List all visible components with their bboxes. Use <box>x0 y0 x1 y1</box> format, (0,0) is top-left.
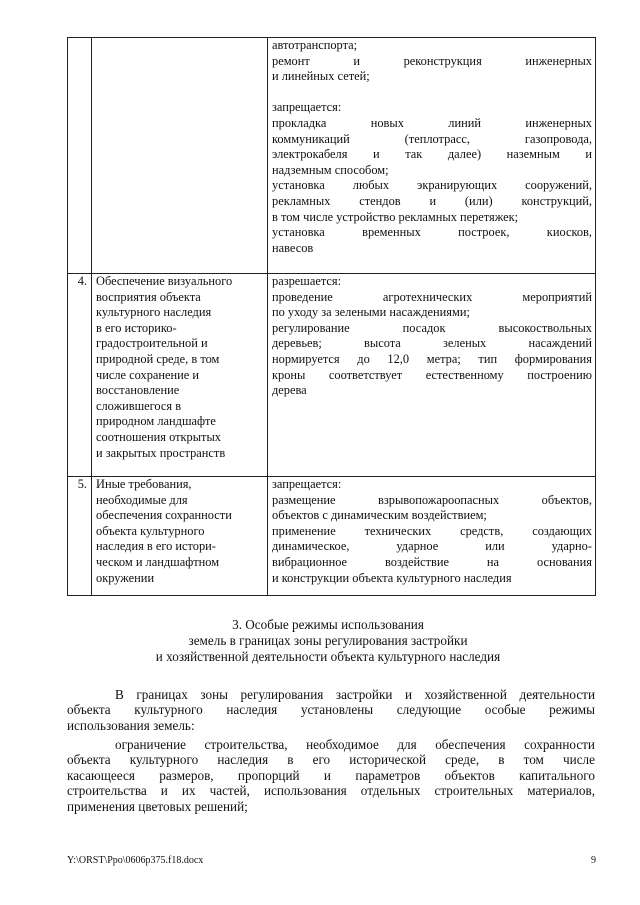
requirement-name-line: природной среде, в том <box>96 351 220 366</box>
requirement-name-line: наследия в его истори- <box>96 539 216 554</box>
cell-text-line: запрещается: <box>272 477 342 491</box>
cell-text-line: электрокабеля и так далее) наземным и <box>272 147 592 162</box>
cell-text-line: коммуникаций (теплотрасс, газопровода, <box>272 131 592 146</box>
cell-text-line: и линейных сетей; <box>272 69 370 84</box>
page-number: 9 <box>591 855 596 866</box>
requirement-name-line: восстановление <box>96 383 180 398</box>
paragraph-list-item <box>67 737 595 814</box>
paragraph-line: использования земель: <box>67 717 195 733</box>
cell-text-line: установка любых экранирующих сооружений, <box>272 178 592 193</box>
cell-text-line: объектов с динамическим воздействием; <box>272 508 487 523</box>
requirement-name-line: восприятия объекта <box>96 289 201 304</box>
row-number-cell: 5. <box>68 477 92 596</box>
requirement-name-line: обеспечения сохранности <box>96 508 232 523</box>
cell-text-line: запрещается: <box>272 100 342 115</box>
regime-text-cell <box>268 38 596 274</box>
row-number-cell: 4. <box>68 274 92 477</box>
cell-text-line: нормируется до 12,0 метра; тип формирования <box>272 351 592 366</box>
cell-text-line: в том числе устройство рекламных перетяжек; <box>272 209 519 224</box>
requirement-name-line: природном ландшафте <box>96 414 216 429</box>
requirement-name-line: сложившегося в <box>96 398 182 413</box>
cell-text-line: динамическое, ударное или ударно- <box>272 539 592 554</box>
table-row <box>68 274 596 477</box>
paragraph-line: строительства и их частей, использования отдельных строительных материалов, <box>67 783 595 799</box>
requirement-name-line: Иные требования, <box>96 477 192 491</box>
requirement-name-cell <box>92 477 268 596</box>
requirement-name-line: числе сохранение и <box>96 367 200 382</box>
cell-text-line: размещение взрывопожароопасных объектов, <box>272 492 592 507</box>
requirement-name-line: соотношения открытых <box>96 429 221 444</box>
paragraph-line: ограничение строительства, необходимое для обеспечения сохранности <box>115 737 595 752</box>
requirement-name-line: и закрытых пространств <box>96 445 226 460</box>
paragraph-line: объекта культурного наследия установлены следующие особые режимы <box>67 702 595 718</box>
requirement-name-line: ческом и ландшафтном <box>96 554 220 569</box>
requirement-name-line: градостроительной и <box>96 336 208 351</box>
paragraph-intro <box>67 687 595 733</box>
table-row <box>68 477 596 596</box>
cell-text-line: дерева <box>272 383 307 398</box>
regime-text-cell <box>268 274 596 477</box>
heading-line: земель в границах зоны регулирования застройки <box>188 633 468 649</box>
requirement-name-line: Обеспечение визуального <box>96 274 233 288</box>
cell-text-line: по уходу за зелеными насаждениями; <box>272 305 470 320</box>
cell-text-line: проведение агротехнических мероприятий <box>272 289 592 304</box>
paragraph-line: В границах зоны регулирования застройки и хозяйственной деятельности <box>115 687 595 702</box>
paragraph-line: объекта культурного наследия в его исторической среде, в том числе <box>67 752 595 768</box>
cell-text-line: навесов <box>272 240 314 255</box>
regulations-table <box>67 37 596 596</box>
cell-text-line: разрешается: <box>272 274 342 288</box>
footer-file-path: Y:\ORST\Ppo\0606p375.f18.docx <box>67 855 204 866</box>
paragraph-line: применения цветовых решений; <box>67 798 248 814</box>
cell-text-line: надземным способом; <box>272 162 389 177</box>
cell-text-line: применение технических средств, создающих <box>272 523 592 538</box>
table-row <box>68 38 596 274</box>
requirement-name-line: в его историко- <box>96 320 177 335</box>
requirement-name-cell <box>92 274 268 477</box>
cell-text-line: ремонт и реконструкция инженерных <box>272 53 592 68</box>
paragraph-line: касающееся размеров, пропорций и параметров объектов капитального <box>67 767 595 783</box>
cell-text-line: установка временных построек, киосков, <box>272 225 592 240</box>
cell-text-line: и конструкции объекта культурного наследия <box>272 570 512 585</box>
requirement-name-cell <box>92 38 268 274</box>
requirement-name-line: окружении <box>96 570 155 585</box>
cell-text-line: автотранспорта; <box>272 38 358 52</box>
cell-text-line: деревьев; высота зеленых насаждений <box>272 336 592 351</box>
section-heading <box>80 617 576 666</box>
requirement-name-line: культурного наследия <box>96 305 212 320</box>
cell-text-line: вибрационное воздействие на основания <box>272 554 592 569</box>
regime-text-cell <box>268 477 596 596</box>
heading-line: 3. Особые режимы использования <box>232 617 424 632</box>
cell-text-line: регулирование посадок высокоствольных <box>272 320 592 335</box>
row-number-cell <box>68 38 92 274</box>
cell-text-line: кроны соответствует естественному построению <box>272 367 592 382</box>
heading-line: и хозяйственной деятельности объекта культурного наследия <box>155 649 501 665</box>
requirement-name-line: объекта культурного <box>96 523 205 538</box>
cell-text-line: прокладка новых линий инженерных <box>272 115 592 130</box>
cell-text-line: рекламных стендов и (или) конструкций, <box>272 193 592 208</box>
requirement-name-line: необходимые для <box>96 492 188 507</box>
blank-line <box>272 85 592 101</box>
